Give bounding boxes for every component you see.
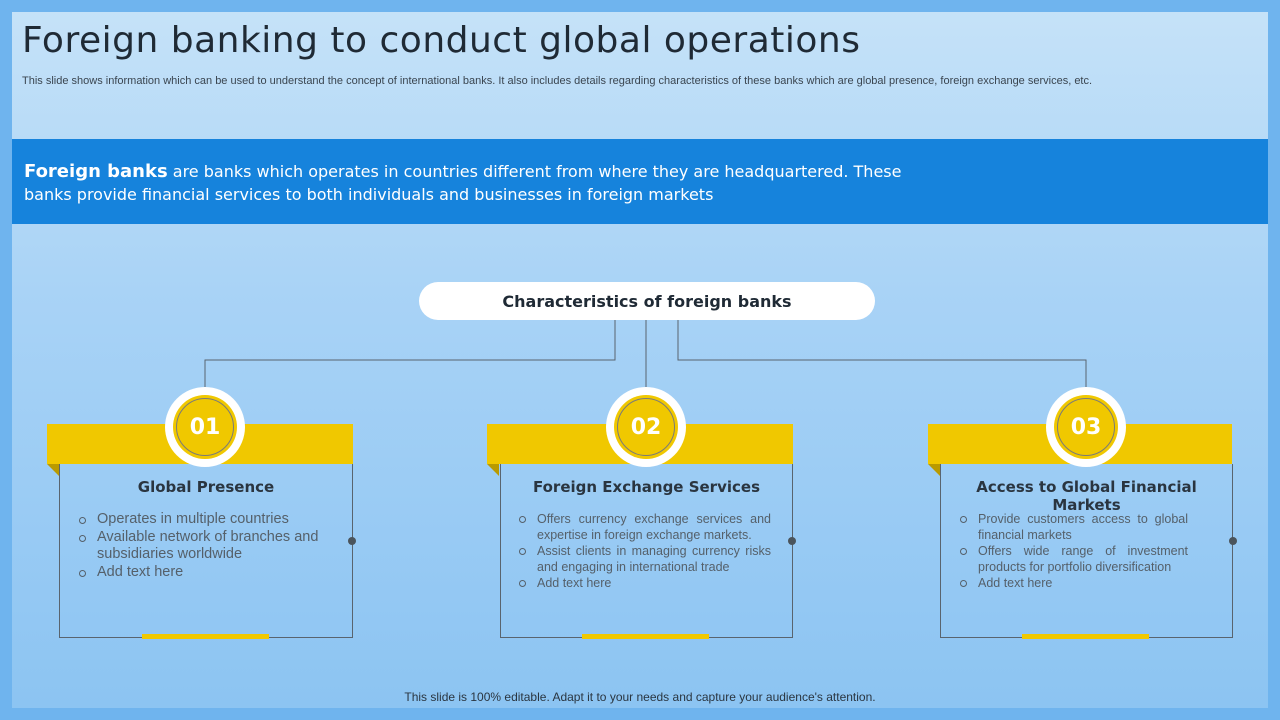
characteristics-header: Characteristics of foreign banks bbox=[419, 282, 875, 320]
card-2-item: Offers currency exchange services and expertise in foreign exchange markets. bbox=[517, 511, 771, 543]
card-3-dot bbox=[1229, 537, 1237, 545]
card-3-list bbox=[958, 511, 1188, 591]
banner-bold-term: Foreign banks bbox=[24, 161, 168, 182]
card-2-title: Foreign Exchange Services bbox=[532, 478, 760, 496]
connector-right bbox=[678, 320, 1086, 400]
card-3-accent bbox=[1022, 634, 1149, 639]
card-1-title: Global Presence bbox=[137, 478, 275, 496]
card-3-number: 03 bbox=[1057, 398, 1115, 456]
footer-note: This slide is 100% editable. Adapt it to your needs and capture your audience's attention. bbox=[404, 690, 876, 704]
card-3-item: Offers wide range of investment products for portfolio diversification bbox=[958, 543, 1188, 575]
card-3-item: Provide customers access to global financial markets bbox=[958, 511, 1188, 543]
page-subtitle: This slide shows information which can be used to understand the concept of international banks. It also includes details regarding characteristics of these banks which are global presence, foreign exchange services, etc. bbox=[22, 75, 1093, 87]
card-1-fold bbox=[47, 464, 59, 476]
card-1-list bbox=[77, 511, 327, 581]
card-1-dot bbox=[348, 537, 356, 545]
card-2-list bbox=[517, 511, 771, 591]
card-1-item: Add text here bbox=[77, 564, 327, 582]
card-1-item: Available network of branches and subsidiaries worldwide bbox=[77, 529, 327, 564]
card-2-fold bbox=[487, 464, 499, 476]
card-3-title: Access to Global Financial Markets bbox=[976, 478, 1197, 514]
card-3-fold bbox=[928, 464, 940, 476]
card-1-item: Operates in multiple countries bbox=[77, 511, 327, 529]
card-2-number: 02 bbox=[617, 398, 675, 456]
banner-definition: are banks which operates in countries different from where they are headquartered. These banks provide financial services to both individuals and businesses in foreign markets bbox=[24, 162, 902, 204]
card-2-item: Assist clients in managing currency risks and engaging in international trade bbox=[517, 543, 771, 575]
card-2-item: Add text here bbox=[517, 575, 771, 591]
page-title: Foreign banking to conduct global operations bbox=[22, 20, 861, 61]
card-1-number: 01 bbox=[176, 398, 234, 456]
card-2-accent bbox=[582, 634, 709, 639]
card-3-item: Add text here bbox=[958, 575, 1188, 591]
connector-left bbox=[205, 320, 615, 400]
card-1-accent bbox=[142, 634, 269, 639]
card-2-dot bbox=[788, 537, 796, 545]
